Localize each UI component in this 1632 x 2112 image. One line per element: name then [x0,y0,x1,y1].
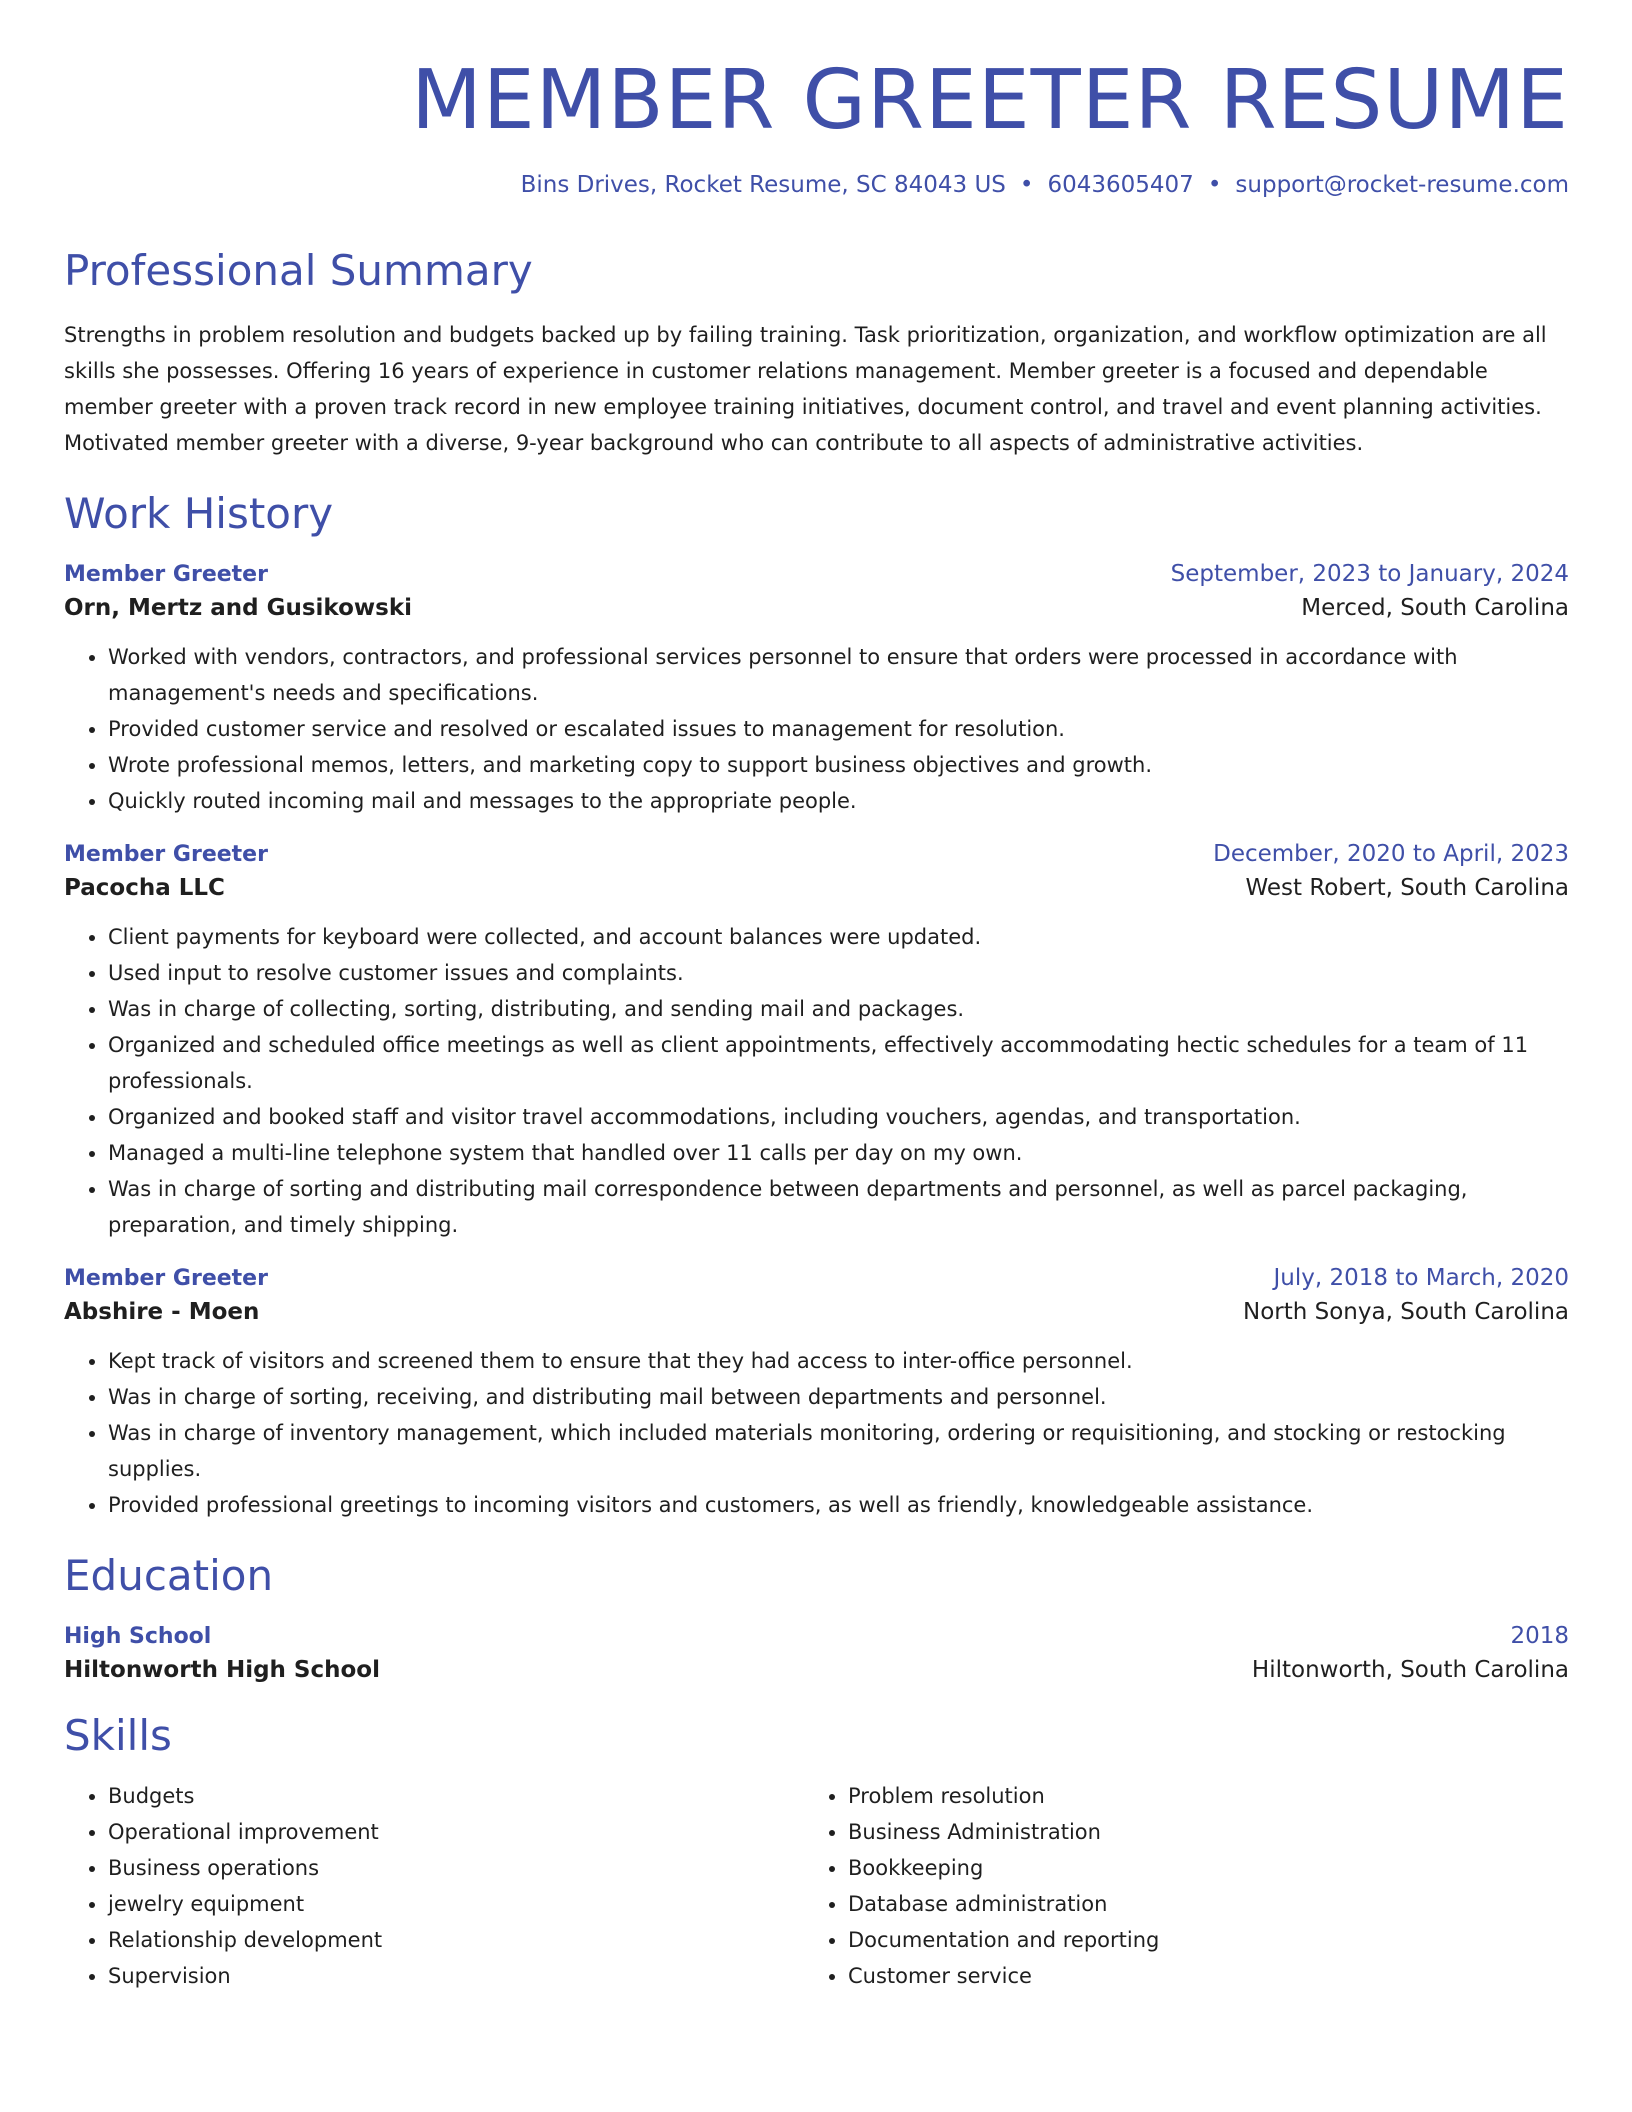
skill-item: • Customer service [848,1958,1544,1994]
job-bullet: • Was in charge of sorting and distributing mail correspondence between departments and personnel, as well as parcel packaging, preparation, and timely shipping. [108,1171,1569,1243]
skills-list-right [804,1778,1544,1994]
education-degree: High School [64,1624,212,1650]
job-entry [64,841,1569,1243]
job-bullets [64,919,1569,1243]
job-role: Member Greeter [64,561,268,587]
job-bullet: • Was in charge of collecting, sorting, distributing, and sending mail and packages. [108,991,1569,1027]
resume-title: MEMBER GREETER RESUME [411,53,1569,148]
work-history-section [64,489,1569,1523]
job-bullets [64,1343,1569,1523]
job-bullet: • Managed a multi-line telephone system that handled over 11 calls per day on my own. [108,1135,1569,1171]
contact-separator: • [1019,172,1034,199]
skills-section [64,1711,1569,1993]
job-bullets [64,639,1569,819]
skill-item: • Relationship development [108,1922,804,1958]
skills-heading: Skills [64,1711,172,1761]
work-history-heading: Work History [64,488,334,538]
job-entry [64,561,1569,819]
contact-phone: 6043605407 [1047,172,1194,199]
job-bullet: • Provided professional greetings to incoming visitors and customers, as well as friendly, knowledgeable assistance. [108,1487,1569,1523]
job-bullet: • Worked with vendors, contractors, and professional services personnel to ensure that orders were processed in accordance with management's needs and specifications. [108,639,1569,711]
job-location: West Robert, South Carolina [1245,874,1569,901]
job-bullet: • Organized and booked staff and visitor travel accommodations, including vouchers, agendas, and transportation. [108,1099,1569,1135]
job-dates: December, 2020 to April, 2023 [1213,840,1569,867]
job-bullet: • Kept track of visitors and screened them to ensure that they had access to inter-office personnel. [108,1343,1569,1379]
job-dates: September, 2023 to January, 2024 [1170,560,1569,587]
job-bullet: • Was in charge of sorting, receiving, and distributing mail between departments and personnel. [108,1379,1569,1415]
job-bullet: • Used input to resolve customer issues and complaints. [108,955,1569,991]
skill-item: • Documentation and reporting [848,1922,1544,1958]
job-company: Pacocha LLC [64,874,225,901]
skill-item: • Budgets [108,1778,804,1814]
skill-item: • Business Administration [848,1814,1544,1850]
education-school: Hiltonworth High School [64,1657,380,1684]
summary-section [64,246,1569,460]
education-year: 2018 [1510,1623,1569,1650]
contact-separator: • [1207,172,1222,199]
summary-text: Strengths in problem resolution and budgets backed up by failing training. Task prioritization, organization, and workflow optimization are all skills she possesses. Offering 16 years of experience in customer relations management. Member greeter is a focused and dependable member greeter with a proven track record in new employee training initiatives, document control, and travel and event planning activities. Motivated member greeter with a diverse, 9-year background who can contribute to all aspects of administrative activities. [64,322,1547,455]
job-role: Member Greeter [64,1265,268,1291]
contact-address: Bins Drives, Rocket Resume, SC 84043 US [520,172,1006,199]
skills-columns [64,1778,1569,1994]
skill-item: • Database administration [848,1886,1544,1922]
job-bullet: • Was in charge of inventory management, which included materials monitoring, ordering or requisitioning, and stocking or restocking supplies. [108,1415,1569,1487]
job-location: North Sonya, South Carolina [1243,1298,1569,1325]
skills-list-left [64,1778,804,1994]
resume-header [64,53,1569,199]
education-entry [64,1623,1569,1683]
contact-email: support@rocket-resume.com [1235,172,1569,199]
job-entry [64,1265,1569,1523]
job-bullet: • Organized and scheduled office meetings as well as client appointments, effectively accommodating hectic schedules for a team of 11 professionals. [108,1027,1569,1099]
job-role: Member Greeter [64,841,268,867]
skill-item: • Business operations [108,1850,804,1886]
skill-item: • Supervision [108,1958,804,1994]
job-bullet: • Provided customer service and resolved or escalated issues to management for resolution. [108,711,1569,747]
education-heading: Education [64,1550,274,1600]
job-bullet: • Client payments for keyboard were collected, and account balances were updated. [108,919,1569,955]
contact-line [64,172,1569,198]
skill-item: • Operational improvement [108,1814,804,1850]
skill-item: • jewelry equipment [108,1886,804,1922]
job-company: Orn, Mertz and Gusikowski [64,594,413,621]
skill-item: • Problem resolution [848,1778,1544,1814]
job-location: Merced, South Carolina [1301,594,1569,621]
skill-item: • Bookkeeping [848,1850,1544,1886]
education-section [64,1551,1569,1683]
job-dates: July, 2018 to March, 2020 [1273,1264,1569,1291]
summary-heading: Professional Summary [64,246,533,296]
job-bullet: • Wrote professional memos, letters, and marketing copy to support business objectives and growth. [108,747,1569,783]
job-company: Abshire - Moen [64,1298,260,1325]
job-bullet: • Quickly routed incoming mail and messages to the appropriate people. [108,783,1569,819]
education-location: Hiltonworth, South Carolina [1251,1657,1569,1684]
